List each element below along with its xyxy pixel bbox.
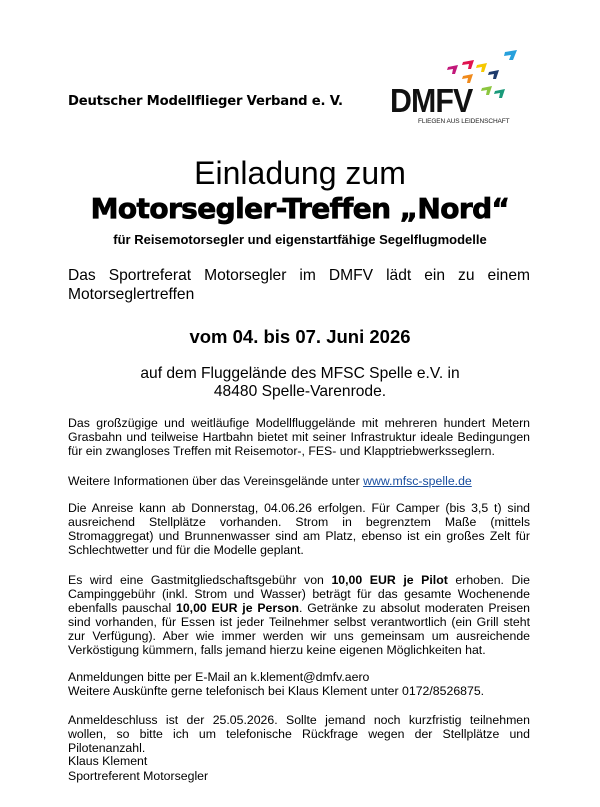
fees-text-3: . Getränke zu absolut moderaten Preisen sind vorhanden, für Essen ist jeder Teilnehmer selbst verantwortlich (ein Grill steht zur Verfügung). Aber wie immer werden wir uns gemeinsam um ausreichende Verköstigung kümmern, falls jemand hierzu keine eigenen Möglichkeiten hat. (68, 601, 531, 658)
club-website-link[interactable]: www.mfsc-spelle.de (363, 474, 472, 488)
registration-email-line: Anmeldungen bitte per E-Mail an k.klement@dmfv.aero (68, 670, 370, 684)
registration-phone-line: Weitere Auskünfte gerne telefonisch bei Klaus Klement unter 0172/8526875. (68, 684, 485, 699)
signature (68, 754, 208, 783)
event-dates: vom 04. bis 07. Juni 2026 (189, 326, 411, 347)
organization-name: Deutscher Modellflieger Verband e. V. (68, 94, 343, 109)
logo-mark-red (462, 60, 474, 69)
paragraph-arrival: Die Anreise kann ab Donnerstag, 04.06.26 erfolgen. Für Camper (bis 3,5 t) sind ausreichend Stellplätze vorhanden. Strom in begrenztem Maße (mittels Stromaggregat) und Brunnenwasser sind am Platz, ebenso ist ein großes Zelt für Schlechtwetter und für die Modelle geplant. (68, 501, 530, 558)
paragraph-deadline: Anmeldeschluss ist der 25.05.2026. Sollte jemand noch kurzfristig teilnehmen wollen, so bitte ich um telefonische Rückfrage wegen der Stellplätze und Pilotenanzahl. (68, 713, 530, 756)
signature-name: Klaus Klement (68, 754, 148, 768)
logo-mark-teal (494, 89, 505, 98)
venue (0, 365, 600, 401)
logo-mark-navy (488, 70, 499, 79)
signature-role: Sportreferent Motorsegler (68, 768, 209, 783)
paragraph-more-info (68, 474, 530, 488)
paragraph-registration (68, 670, 530, 698)
pilot-fee: 10,00 EUR je Pilot (331, 573, 448, 587)
logo-mark-magenta (447, 65, 458, 74)
logo-mark-green (481, 86, 492, 95)
person-fee: 10,00 EUR je Person (176, 601, 300, 616)
paragraph-fees (68, 573, 530, 658)
fees-text-1: Es wird eine Gastmitgliedschaftsgebühr von (68, 573, 332, 587)
intro-text: Das Sportreferat Motorsegler im DMFV lädt ein zu einem Motorseglertreffen (68, 267, 530, 303)
title-line-2: Motorsegler-Treffen „Nord“ (90, 192, 510, 225)
dmfv-logo (388, 48, 528, 133)
venue-line-1: auf dem Fluggelände des MFSC Spelle e.V. in (140, 365, 460, 382)
subtitle: für Reisemotorsegler und eigenstartfähige Segelflugmodelle (113, 232, 487, 247)
logo-mark-blue (504, 50, 517, 60)
more-info-text: Weitere Informationen über das Vereinsgelände unter (68, 474, 364, 488)
title-line-1: Einladung zum (194, 155, 406, 191)
logo-wordmark: DMFV (390, 82, 473, 119)
logo-tagline: FLIEGEN AUS LEIDENSCHAFT (418, 118, 510, 125)
paragraph-airfield: Das großzügige und weitläufige Modellfluggelände mit mehreren hundert Metern Grasbahn und teilweise Hartbahn bietet mit seiner Infrastruktur ideale Bedingungen für ein zwangloses Treffen mit Reisemotor-, FES- und Klapptriebwerksseglern. (68, 416, 530, 459)
venue-line-2: 48480 Spelle-Varenrode. (213, 383, 387, 400)
logo-mark-yellow (476, 63, 487, 72)
fees-text-2: erhoben. Die Campinggebühr (inkl. Strom und Wasser) beträgt für das gesamte Wochenende ebenfalls pauschal (68, 573, 530, 616)
